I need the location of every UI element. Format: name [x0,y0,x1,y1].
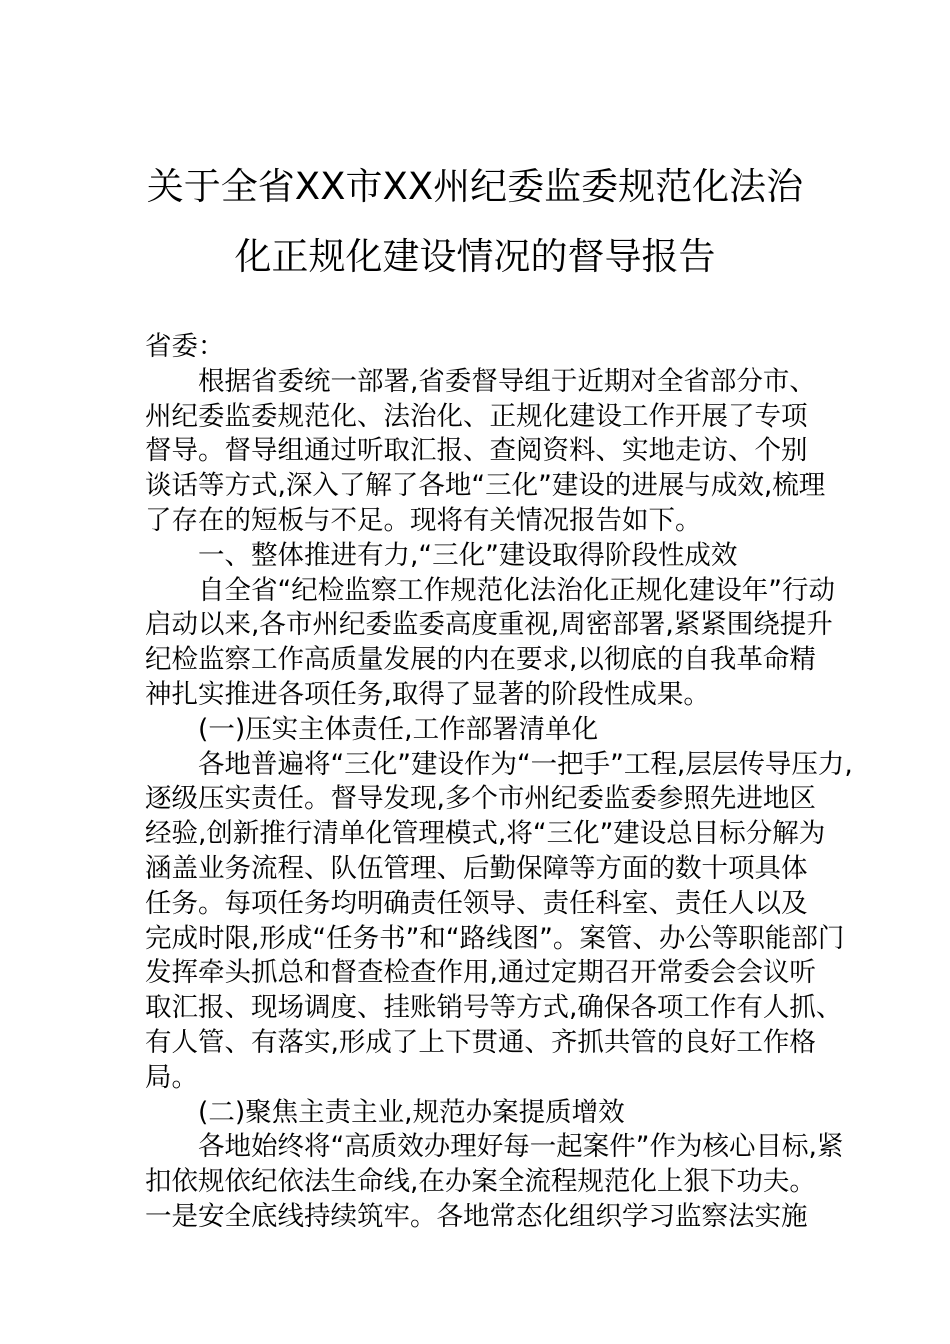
paragraph-line: 根据省委统一部署,省委督导组于近期对全省部分市、 [198,365,816,397]
paragraph-line: 任务。每项任务均明确责任领导、责任科室、责任人以及 [145,887,808,919]
paragraph-line: 经验,创新推行清单化管理模式,将“三化”建设总目标分解为 [145,818,826,850]
salutation: 省委： [145,331,225,362]
paragraph-line: 有人管、有落实,形成了上下贯通、齐抓共管的良好工作格 [145,1026,816,1058]
section-heading: 一、整体推进有力,“三化”建设取得阶段性成效 [198,539,738,571]
paragraph-line: 州纪委监委规范化、法治化、正规化建设工作开展了专项 [145,400,808,432]
paragraph-line: 了存在的短板与不足。现将有关情况报告如下。 [145,504,702,536]
paragraph-line: 取汇报、现场调度、挂账销号等方式,确保各项工作有人抓、 [145,992,843,1024]
paragraph-line: 局。 [145,1061,198,1093]
document-title-line-1: 关于全省XX市XX州纪委监委规范化法治 [146,165,804,208]
paragraph-line: 发挥牵头抓总和督查检查作用,通过定期召开常委会会议听 [145,957,816,989]
paragraph-line: 扣依规依纪依法生命线,在办案全流程规范化上狠下功夫。 [145,1166,816,1198]
paragraph-line: 谈话等方式,深入了解了各地“三化”建设的进展与成效,梳理 [145,470,826,502]
paragraph-line: 完成时限,形成“任务书”和“路线图”。案管、办公等职能部门 [145,922,845,954]
paragraph-line: 启动以来,各市州纪委监委高度重视,周密部署,紧紧围绕提升 [145,609,833,641]
paragraph-line: 一是安全底线持续筑牢。各地常态化组织学习监察法实施 [145,1200,808,1232]
paragraph-line: 涵盖业务流程、队伍管理、后勤保障等方面的数十项具体 [145,852,808,884]
paragraph-line: 纪检监察工作高质量发展的内在要求,以彻底的自我革命精 [145,644,816,676]
subsection-heading: (二)聚焦主责主业,规范办案提质增效 [198,1096,625,1128]
document-title-line-2: 化正规化建设情况的督导报告 [234,235,716,278]
paragraph-line: 各地普遍将“三化”建设作为“一把手”工程,层层传导压力, [198,748,853,780]
paragraph-line: 神扎实推进各项任务,取得了显著的阶段性成果。 [145,678,710,710]
paragraph-line: 督导。督导组通过听取汇报、查阅资料、实地走访、个别 [145,435,808,467]
subsection-heading: (一)压实主体责任,工作部署清单化 [198,713,599,745]
document-body [145,330,853,1235]
paragraph-line: 各地始终将“高质效办理好每一起案件”作为核心目标,紧 [198,1131,844,1163]
paragraph-line: 逐级压实责任。督导发现,多个市州纪委监委参照先进地区 [145,783,816,815]
paragraph-line: 自全省“纪检监察工作规范化法治化正规化建设年”行动 [198,574,835,606]
